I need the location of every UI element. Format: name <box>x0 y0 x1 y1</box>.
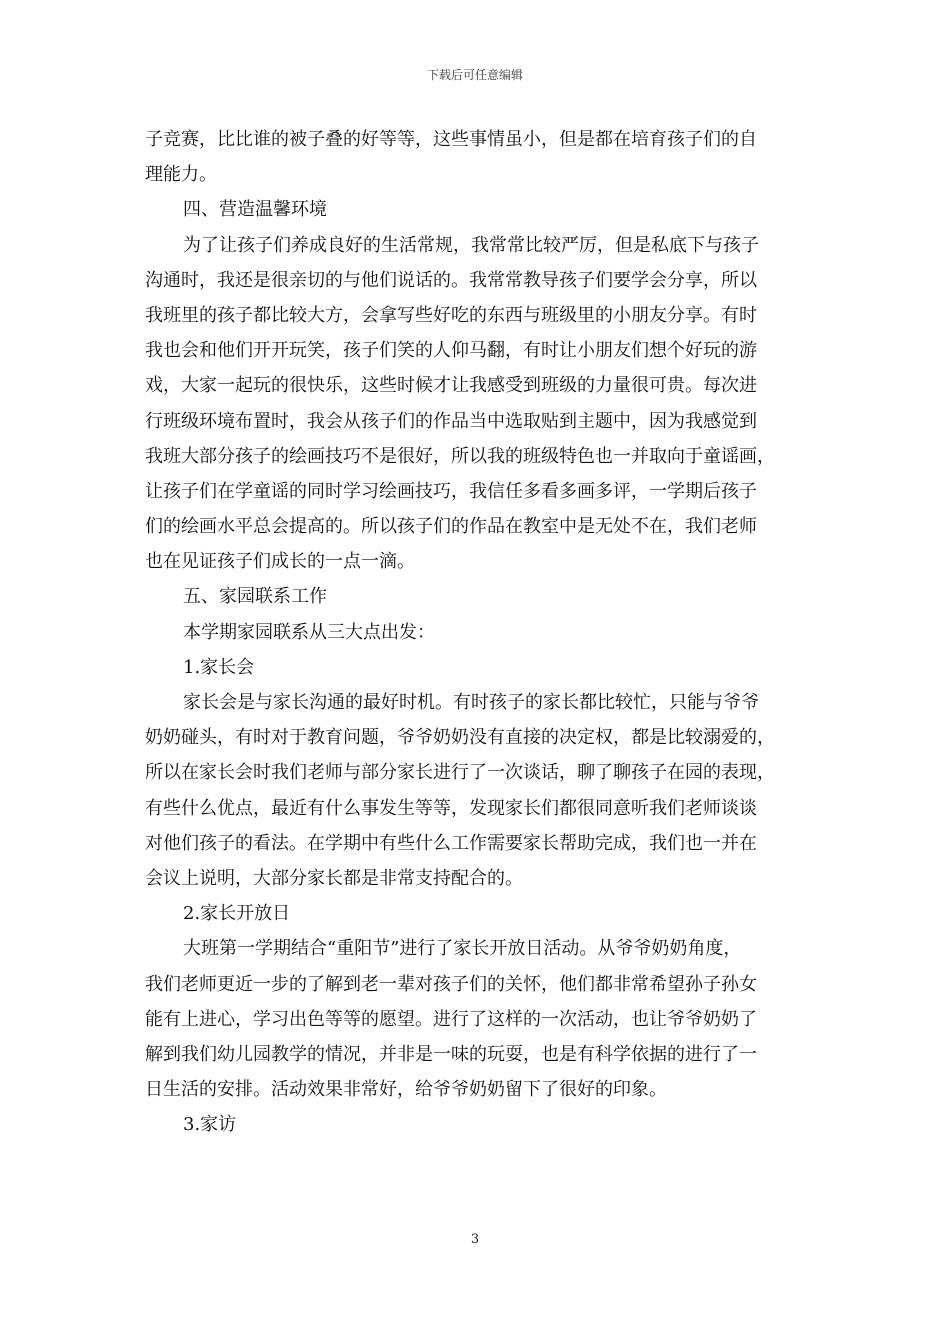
text-line: 我也会和他们开开玩笑，孩子们笑的人仰马翻，有时让小朋友们想个好玩的游 <box>145 340 757 362</box>
text-line: 也在见证孩子们成长的一点一滴。 <box>145 551 415 573</box>
text-line: 本学期家园联系从三大点出发： <box>183 621 435 643</box>
text-line: 家长会是与家长沟通的最好时机。有时孩子的家长都比较忙，只能与爷爷 <box>183 692 759 713</box>
text-line: 1.家长会 <box>183 656 255 678</box>
page-header: 下载后可任意编辑 <box>426 68 523 82</box>
text-line: 让孩子们在学童谣的同时学习绘画技巧，我信任多看多画多评，一学期后孩子 <box>145 480 757 502</box>
text-line: 3.家访 <box>183 1114 237 1136</box>
text-line: 我班里的孩子都比较大方，会拿写些好吃的东西与班级里的小朋友分享。有时 <box>145 304 757 326</box>
text-line: 大班第一学期结合“重阳节”进行了家长开放日活动。从爷爷奶奶角度， <box>183 938 742 960</box>
text-line: 理能力。 <box>145 164 217 186</box>
document-body <box>145 122 811 1142</box>
page-number: 3 <box>470 1232 480 1247</box>
text-line: 会议上说明，大部分家长都是非常支持配合的。 <box>145 867 523 889</box>
text-line: 所以在家长会时我们老师与部分家长进行了一次谈话，聊了聊孩子在园的表现， <box>145 762 775 784</box>
text-line: 行班级环境布置时，我会从孩子们的作品当中选取贴到主题中，因为我感觉到 <box>145 410 757 432</box>
text-line: 对他们孩子的看法。在学期中有些什么工作需要家长帮助完成，我们也一并在 <box>145 832 757 854</box>
text-line: 日生活的安排。活动效果非常好，给爷爷奶奶留下了很好的印象。 <box>145 1079 667 1101</box>
text-line: 解到我们幼儿园教学的情况，并非是一味的玩耍，也是有科学依据的进行了一 <box>145 1043 757 1065</box>
text-line: 沟通时，我还是很亲切的与他们说话的。我常常教导孩子们要学会分享，所以 <box>145 269 757 291</box>
text-line: 能有上进心，学习出色等等的愿望。进行了这样的一次活动，也让爷爷奶奶了 <box>145 1008 757 1030</box>
text-line: 子竞赛，比比谁的被子叠的好等等，这些事情虽小，但是都在培育孩子们的自 <box>145 129 757 150</box>
text-line: 五、家园联系工作 <box>183 586 327 608</box>
text-line: 我班大部分孩子的绘画技巧不是很好，所以我的班级特色也一并取向于童谣画， <box>145 445 775 467</box>
text-line: 2.家长开放日 <box>183 903 291 925</box>
text-line: 戏，大家一起玩的很快乐，这些时候才让我感受到班级的力量很可贵。每次进 <box>145 375 757 397</box>
text-line: 为了让孩子们养成良好的生活常规，我常常比较严厉，但是私底下与孩子 <box>183 234 759 256</box>
text-line: 们的绘画水平总会提高的。所以孩子们的作品在教室中是无处不在，我们老师 <box>145 516 757 538</box>
text-line: 奶奶碰头，有时对于教育问题，爷爷奶奶没有直接的决定权，都是比较溺爱的， <box>145 727 775 749</box>
text-line: 四、营造温馨环境 <box>183 199 327 221</box>
text-line: 我们老师更近一步的了解到老一辈对孩子们的关怀，他们都非常希望孙子孙女 <box>145 973 757 995</box>
text-line: 有些什么优点，最近有什么事发生等等，发现家长们都很同意听我们老师谈谈 <box>145 797 757 819</box>
